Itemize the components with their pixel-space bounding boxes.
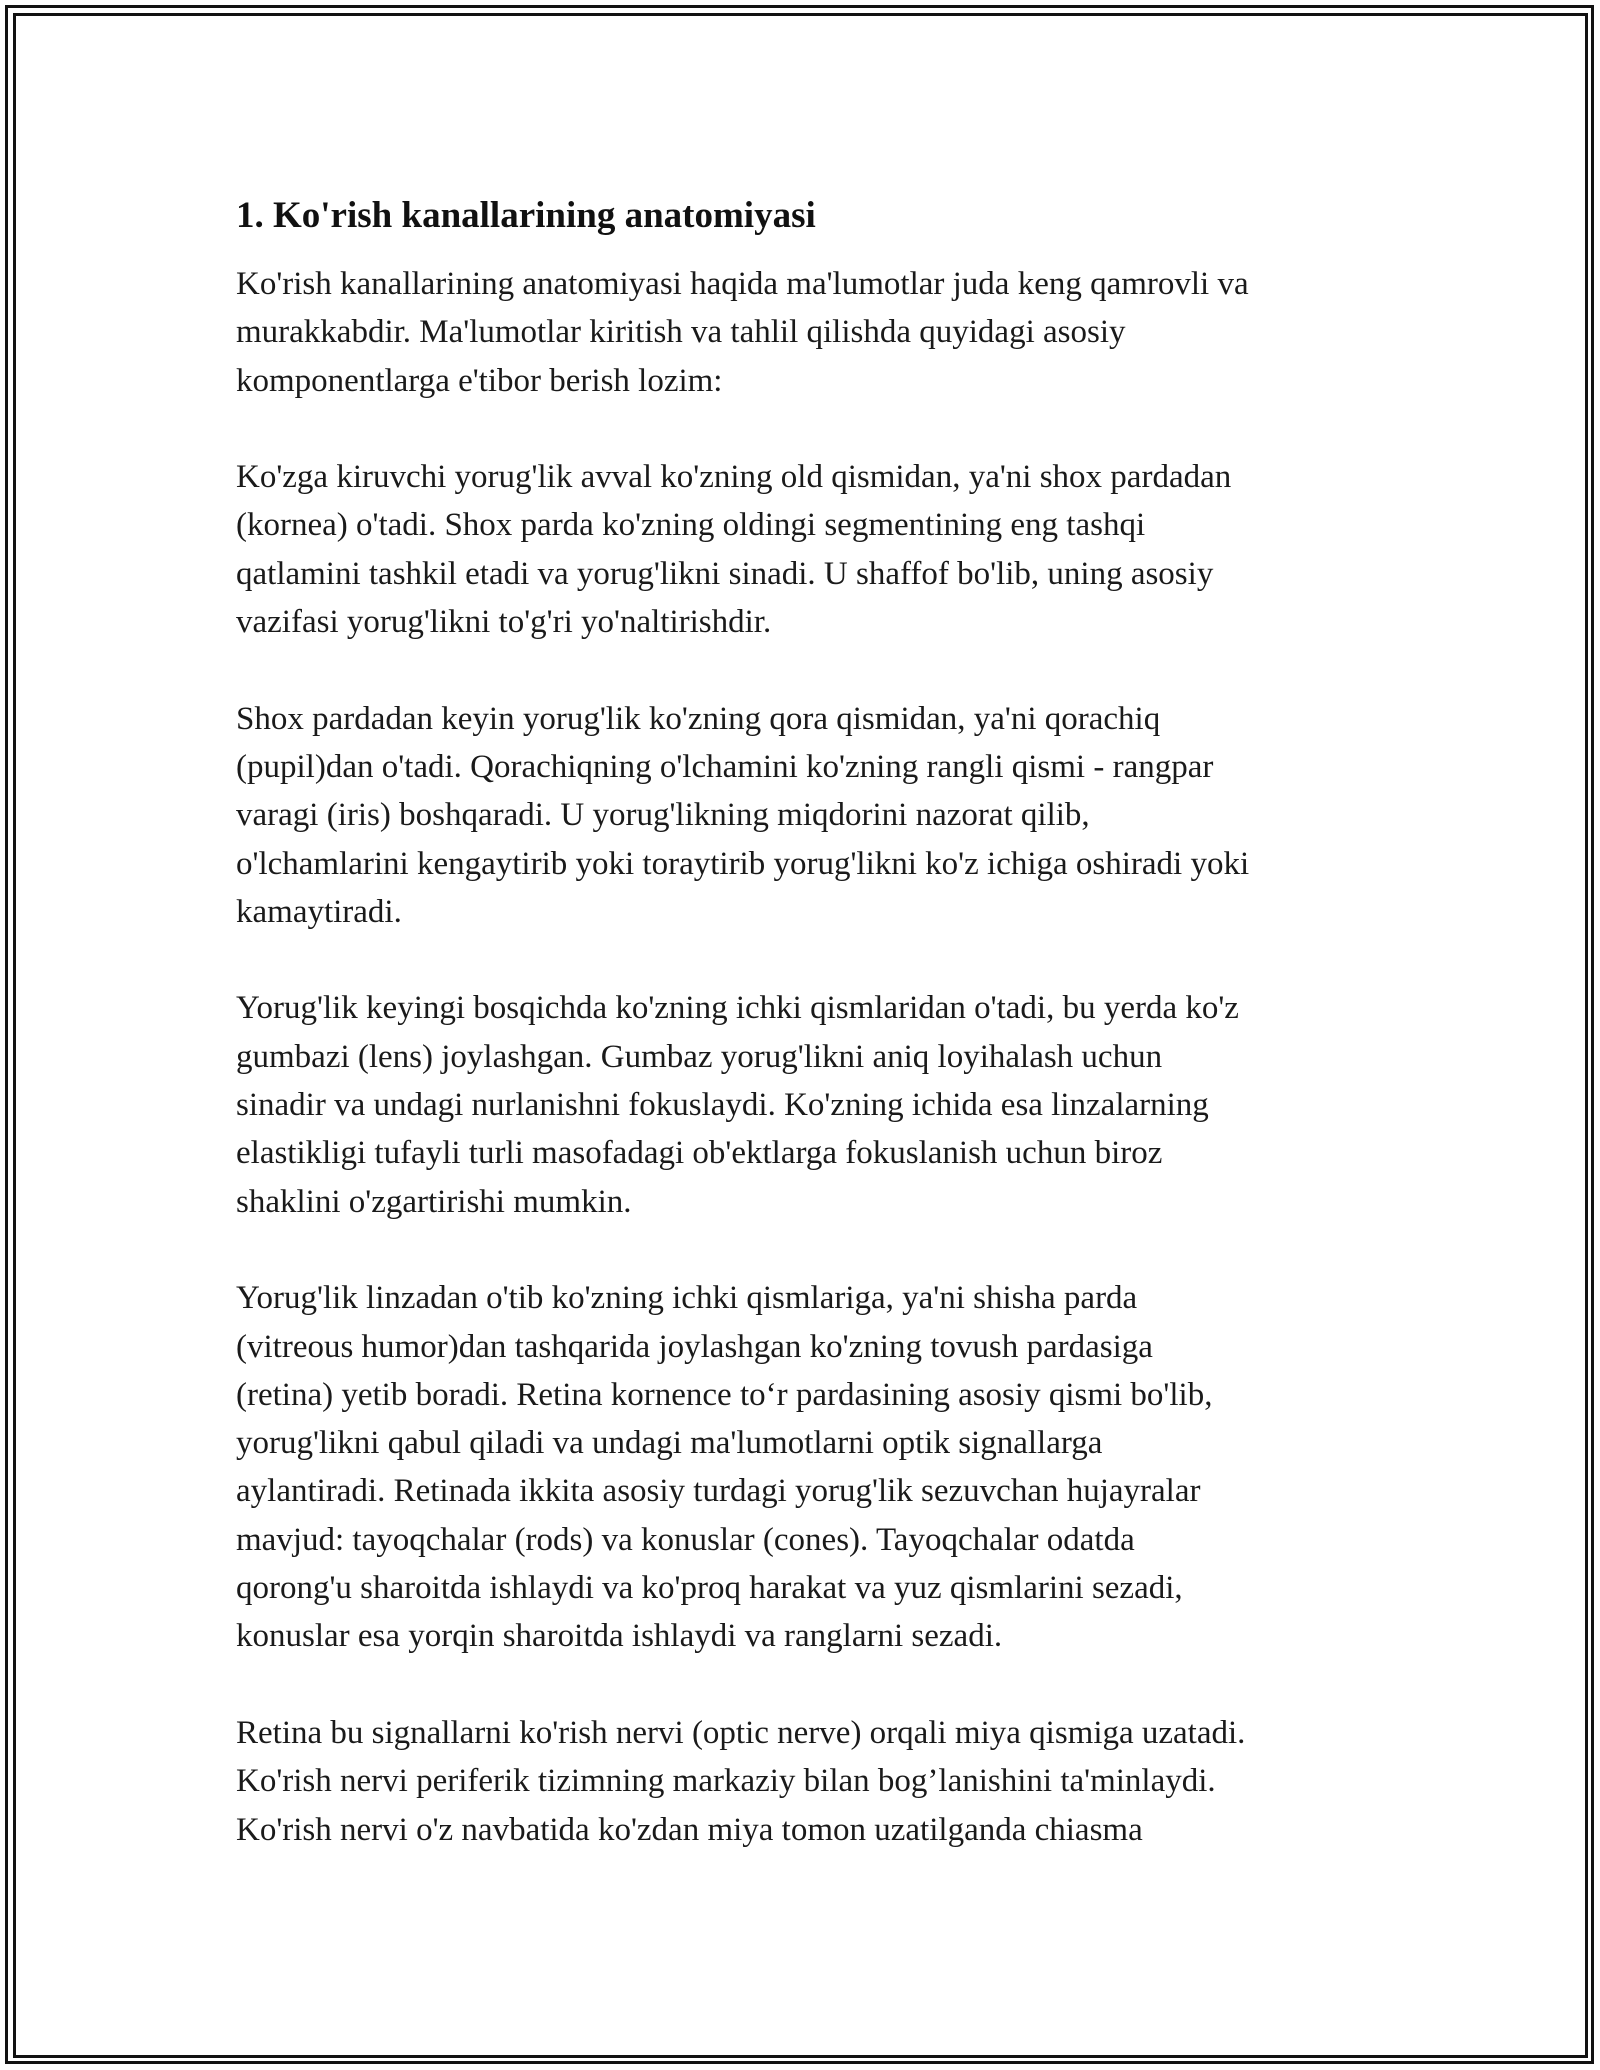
text-line: o'lchamlarini kengaytirib yoki toraytirib yorug'likni ko'z ichiga oshiradi yoki	[236, 845, 1250, 882]
text-line: komponentlarga e'tibor berish lozim:	[236, 362, 723, 399]
paragraph-retina	[236, 1274, 1366, 1660]
paragraph-cornea	[236, 453, 1366, 646]
text-line: shaklini o'zgartirishi mumkin.	[236, 1183, 632, 1220]
text-line: yorug'likni qabul qiladi va undagi ma'lumotlarni optik signallarga	[236, 1425, 1103, 1462]
paragraph-pupil	[236, 695, 1366, 936]
text-line: Ko'rish nervi o'z navbatida ko'zdan miya tomon uzatilganda chiasma	[236, 1811, 1143, 1848]
text-line: mavjud: tayoqchalar (rods) va konuslar (cones). Tayoqchalar odatda	[236, 1521, 1135, 1558]
text-line: varagi (iris) boshqaradi. U yorug'likning miqdorini nazorat qilib,	[236, 797, 1090, 834]
text-line: Yorug'lik linzadan o'tib ko'zning ichki qismlariga, ya'ni shisha parda	[236, 1280, 1138, 1317]
text-line: gumbazi (lens) joylashgan. Gumbaz yorug'likni aniq loyihalash uchun	[236, 1038, 1163, 1075]
paragraph-lens	[236, 984, 1366, 1225]
text-line: Ko'zga kiruvchi yorug'lik avval ko'zning old qismidan, ya'ni shox pardadan	[236, 459, 1232, 496]
paragraph-intro	[236, 260, 1366, 405]
text-line: konuslar esa yorqin sharoitda ishlaydi va ranglarni sezadi.	[236, 1618, 1003, 1655]
section-heading: 1. Ko'rish kanallarining anatomiyasi	[236, 195, 816, 236]
text-line: (pupil)dan o'tadi. Qorachiqning o'lchamini ko'zning rangli qismi - rangpar	[236, 748, 1214, 785]
text-line: (retina) yetib boradi. Retina kornence to‘r pardasining asosiy qismi bo'lib,	[236, 1376, 1213, 1413]
text-line: qorong'u sharoitda ishlaydi va ko'proq harakat va yuz qismlarini sezadi,	[236, 1570, 1183, 1607]
text-line: aylantiradi. Retinada ikkita asosiy turdagi yorug'lik sezuvchan hujayralar	[236, 1473, 1201, 1510]
text-line: elastikligi tufayli turli masofadagi ob'ektlarga fokuslanish uchun biroz	[236, 1135, 1163, 1172]
text-line: qatlamini tashkil etadi va yorug'likni sinadi. U shaffof bo'lib, uning asosiy	[236, 555, 1214, 592]
text-line: Ko'rish nervi periferik tizimning markaziy bilan bog’lanishini ta'minlaydi.	[236, 1763, 1216, 1800]
text-line: kamaytiradi.	[236, 893, 402, 930]
text-line: murakkabdir. Ma'lumotlar kiritish va tahlil qilishda quyidagi asosiy	[236, 314, 1126, 351]
paragraph-optic-nerve	[236, 1709, 1366, 1854]
text-line: Retina bu signallarni ko'rish nervi (optic nerve) orqali miya qismiga uzatadi.	[236, 1714, 1246, 1751]
text-line: (kornea) o'tadi. Shox parda ko'zning oldingi segmentining eng tashqi	[236, 507, 1146, 544]
text-line: Shox pardadan keyin yorug'lik ko'zning qora qismidan, ya'ni qorachiq	[236, 700, 1161, 737]
text-line: sinadir va undagi nurlanishni fokuslaydi. Ko'zning ichida esa linzalarning	[236, 1087, 1209, 1124]
text-line: Yorug'lik keyingi bosqichda ko'zning ichki qismlaridan o'tadi, bu yerda ko'z	[236, 990, 1239, 1027]
text-line: Ko'rish kanallarining anatomiyasi haqida ma'lumotlar juda keng qamrovli va	[236, 266, 1249, 302]
text-line: vazifasi yorug'likni to'g'ri yo'naltirishdir.	[236, 604, 772, 641]
document-body	[236, 186, 1366, 1854]
text-line: (vitreous humor)dan tashqarida joylashgan ko'zning tovush pardasiga	[236, 1328, 1153, 1365]
